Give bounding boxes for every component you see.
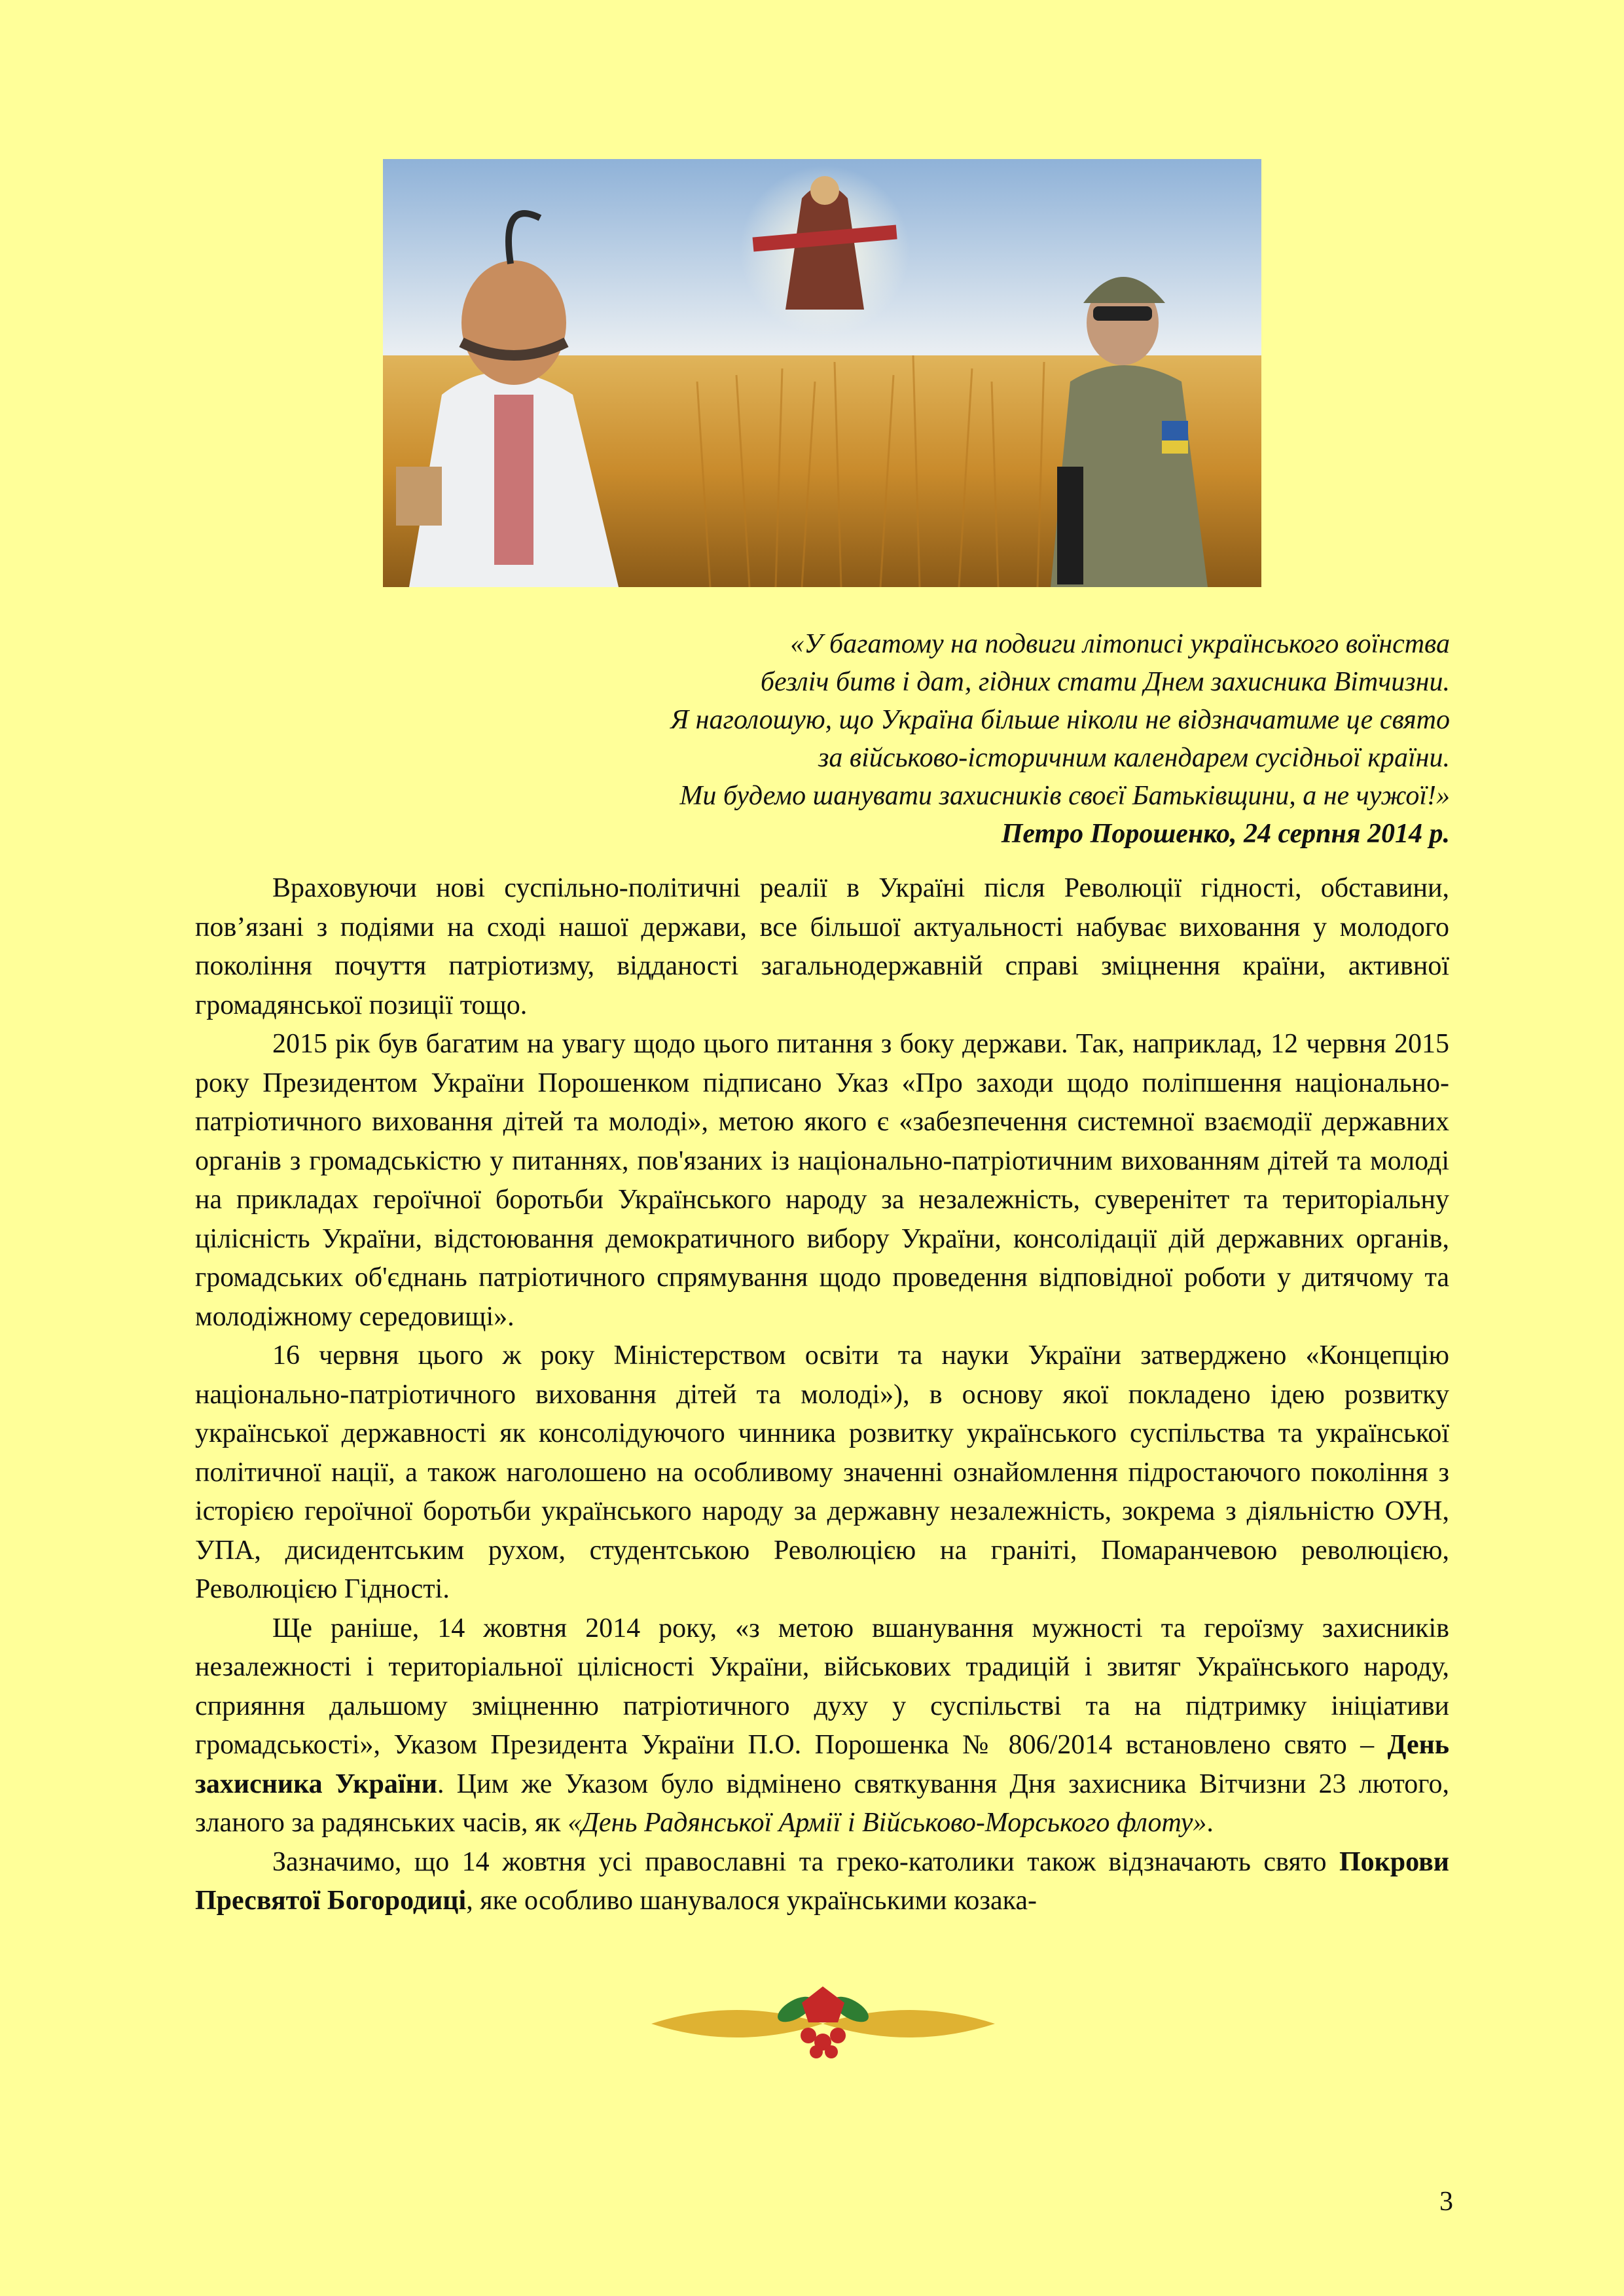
paragraph-1: Враховуючи нові суспільно-політичні реалії в Україні після Революції гідності, обставини, пов’язані з подіями на сході нашої держави, все більшої актуальності набуває виховання у молодого покоління почуття патріотизму, відданості загальнодержавній справі зміцнення країни, активної громадянської позиції тощо. xyxy=(195,873,1449,1020)
paragraph-5-text: , яке особливо шанувалося українськими козака- xyxy=(466,1886,1038,1916)
paragraph-3: 16 червня цього ж року Міністерством освіти та науки України затверджено «Концепцію національно-патріотичного виховання дітей та молоді»), в основу якої покладено ідею розвитку української державності як консолідуючого чинника розвитку українського суспільства та української політичної нації, а також наголошено на особливому значенні ознайомлення підростаючого покоління з історією героїчної боротьби українського народу за державну незалежність, зокрема з діяльністю ОУН, УПА, дисидентським рухом, студентською Революцією на граніті, Помаранчевою революцією, Революцією Гідності. xyxy=(195,1340,1449,1604)
soviet-army-day-name: «День Радянської Армії і Військово-Морського флоту» xyxy=(568,1808,1207,1838)
paragraph-4-text: . xyxy=(1206,1808,1214,1838)
epigraph-line: Я наголошую, що Україна більше ніколи не відзначатиме це свято xyxy=(670,705,1450,735)
paragraph-5-text: Зазначимо, що 14 жовтня усі православні та греко-католики також відзначають свято xyxy=(272,1846,1339,1877)
paragraph-2: 2015 рік був багатим на увагу щодо цього питання з боку держави. Так, наприклад, 12 червня 2015 року Президентом України Порошенком підписано Указ «Про заходи щодо поліпшення національно-патріотичного виховання дітей та молоді», метою якого є «забезпечення системної взаємодії державних органів з громадськістю у питаннях, пов'язаних із національно-патріотичним вихованням дітей та молоді на прикладах героїчної боротьби Українського народу за незалежність, суверенітет та територіальну цілісність України, відстоювання демократичного вибору України, консолідації дій державних органів, громадських об'єднань патріотичного спрямування щодо проведення відповідної роботи у дитячому та молодіжному середовищі». xyxy=(195,1029,1449,1332)
viburnum-ornament-icon xyxy=(645,1983,1001,2065)
epigraph xyxy=(458,625,1450,853)
epigraph-line: «У багатому на подвиги літописі українського воїнства xyxy=(790,629,1450,659)
paragraph-4 xyxy=(195,1609,1449,1843)
holiday-name-pokrova: Покрови Пресвятої Богородиці xyxy=(195,1846,1449,1916)
hero-illustration xyxy=(383,159,1261,587)
epigraph-line: Ми будемо шанувати захисників своєї Батьківщини, а не чужої!» xyxy=(679,781,1450,811)
epigraph-line: за військово-історичним календарем сусідньої країни. xyxy=(818,743,1450,773)
page-number: 3 xyxy=(1439,2187,1453,2217)
epigraph-line: безліч битв і дат, гідних стати Днем захисника Вітчизни. xyxy=(760,667,1450,697)
holiday-name-defender-day: День захисника України xyxy=(195,1730,1449,1799)
epigraph-author: Петро Порошенко, 24 серпня 2014 р. xyxy=(1001,819,1450,849)
cossack-soldier-wheat-icon xyxy=(383,159,1261,587)
paragraph-5 xyxy=(195,1843,1449,1921)
paragraph-4-text: Ще раніше, 14 жовтня 2014 року, «з метою вшанування мужності та героїзму захисників незалежності і територіальної цілісності України, військових традицій і звитяг Українського народу, сприяння дальшому зміцненню патріотичного духу у суспільстві та на підтримку ініціативи громадськості», Указом Президента України П.О. Порошенка № 806/2014 встановлено свято – xyxy=(195,1613,1449,1760)
article-body xyxy=(195,869,1449,1921)
paragraph-4-text: . Цим же Указом було відмінено святкування Дня захисника Вітчизни 23 лютого, зланого за радянських часів, як xyxy=(195,1768,1449,1838)
